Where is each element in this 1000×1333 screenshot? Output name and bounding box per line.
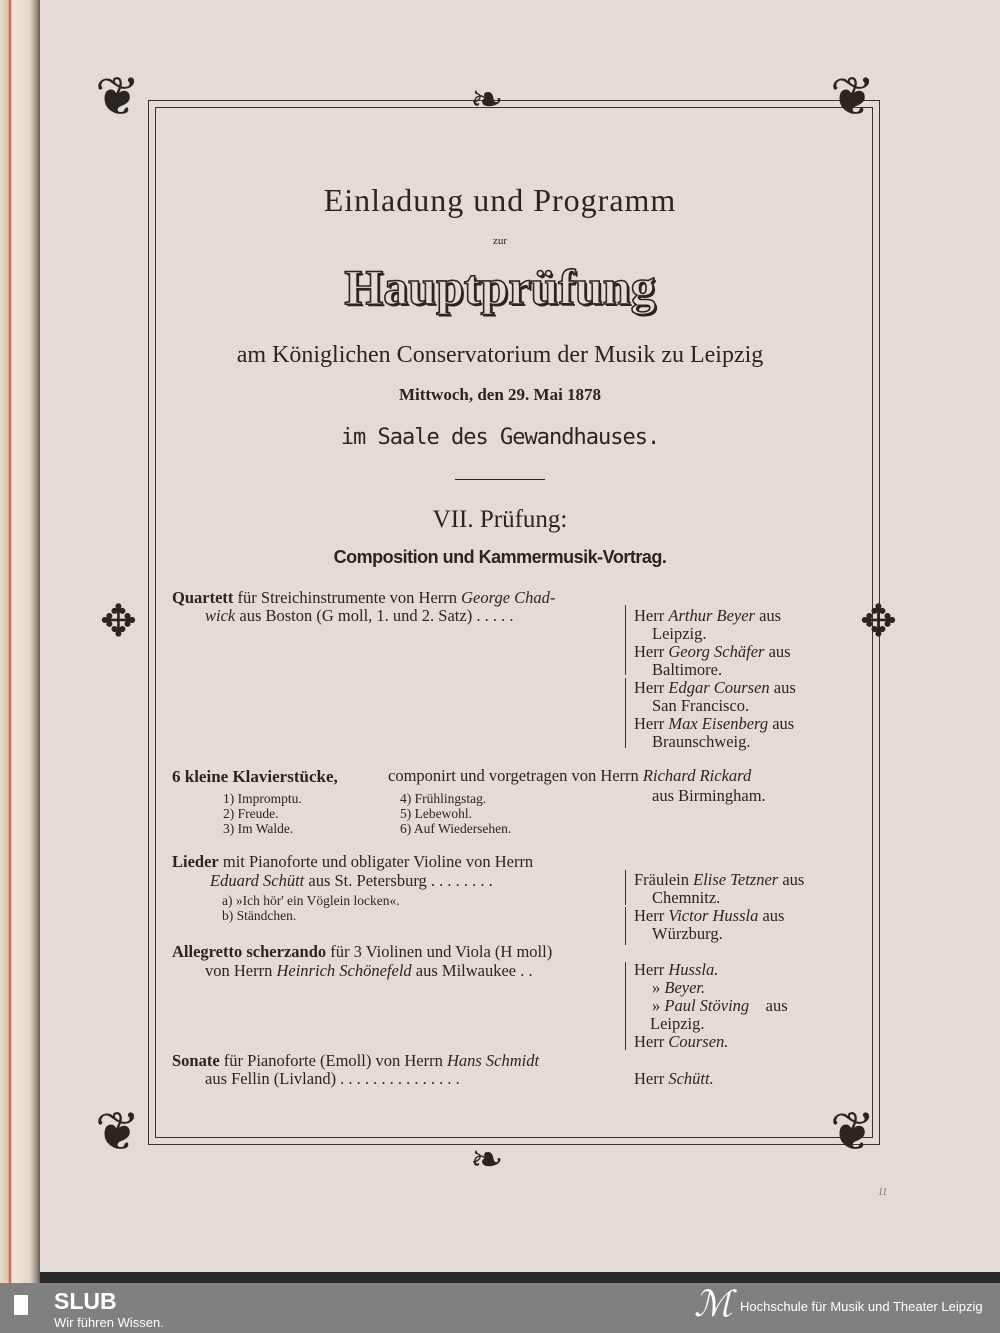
song: a) »Ich hör' ein Vöglein locken«.: [222, 893, 400, 908]
performer: Arthur Beyer: [668, 606, 755, 625]
text: aus: [772, 714, 795, 733]
song: b) Ständchen.: [222, 908, 297, 923]
entry-text: aus Birmingham.: [652, 786, 766, 805]
hmt-logo-icon: ℳ: [694, 1284, 733, 1325]
text: aus: [759, 606, 782, 625]
brace: [625, 678, 626, 748]
main-title: Hauptprüfung: [344, 259, 656, 315]
performer-city: Chemnitz.: [652, 888, 721, 907]
text-line: [172, 1053, 539, 1070]
subtitle: Composition und Kammermusik-Vortrag.: [333, 547, 667, 567]
text-line: [634, 908, 784, 925]
text: von Herrn: [205, 961, 273, 980]
text-line: [172, 590, 555, 607]
bottom-ornament-icon: ❧: [470, 1137, 504, 1182]
composer: Richard Rickard: [642, 766, 752, 785]
institution: am Königlichen Conservatorium der Musik zu Leipzig: [236, 342, 764, 368]
entry-text: componirt und vorgetragen von Herrn: [388, 766, 639, 785]
piece: 5) Lebewohl.: [400, 806, 472, 821]
title: Einladung und Programm: [323, 182, 677, 218]
text: aus: [762, 906, 785, 925]
slub-slogan: Wir führen Wissen.: [54, 1315, 164, 1330]
text-line: [210, 873, 493, 890]
text: Fräulein: [634, 870, 689, 889]
performer: Coursen.: [668, 1032, 729, 1051]
text-line: [634, 680, 796, 697]
brace: [625, 870, 626, 905]
footer-bar: [0, 1283, 1000, 1333]
text: Herr: [634, 606, 665, 625]
corner-ornament-icon: ❦: [95, 1102, 141, 1162]
text-line: [634, 872, 804, 889]
text: aus: [782, 870, 805, 889]
performer-city: Leipzig.: [652, 624, 707, 643]
entry-text: aus St. Petersburg . . . . . . . .: [308, 871, 493, 890]
text: »: [652, 978, 661, 997]
text-line: [634, 644, 791, 661]
text-line: [634, 962, 718, 979]
performer: Beyer.: [664, 978, 706, 997]
text-line: [172, 944, 552, 961]
composer: George Chad-: [461, 588, 556, 607]
performer-city: Leipzig.: [650, 1014, 705, 1033]
entry-text: aus Boston (G moll, 1. und 2. Satz) . . . . .: [239, 606, 514, 625]
text: Herr: [634, 906, 665, 925]
top-ornament-icon: ❧: [470, 77, 504, 122]
text: aus: [768, 642, 791, 661]
performer: Elise Tetzner: [693, 870, 779, 889]
text: aus: [765, 996, 788, 1015]
composer: Heinrich Schönefeld: [276, 961, 412, 980]
text: Herr: [634, 1032, 665, 1051]
piece: 4) Frühlingstag.: [400, 791, 487, 806]
performer: Victor Hussla: [668, 906, 759, 925]
text: Herr: [634, 714, 665, 733]
partner-name[interactable]: Hochschule für Musik und Theater Leipzig: [740, 1299, 983, 1314]
performer-city: San Francisco.: [652, 696, 750, 715]
entry-text: für Streichinstrumente von Herrn: [237, 588, 458, 607]
performer: Max Eisenberg: [668, 714, 769, 733]
text-line: [172, 854, 533, 871]
divider: [455, 479, 545, 480]
work-title: Sonate: [172, 1051, 220, 1070]
text-line: [652, 998, 788, 1015]
work-title: Lieder: [172, 852, 219, 871]
text: »: [652, 996, 661, 1015]
text-line: [205, 963, 533, 980]
brace: [625, 962, 626, 1050]
entry-text: für Pianoforte (Emoll) von Herrn: [223, 1051, 443, 1070]
piece: 2) Freude.: [223, 806, 279, 821]
entry-text: mit Pianoforte und obligater Violine von Herrn: [222, 852, 534, 871]
piece: 1) Impromptu.: [223, 791, 302, 806]
slub-logo[interactable]: SLUB: [54, 1288, 117, 1314]
date: Mittwoch, den 29. Mai 1878: [398, 385, 602, 404]
composer: wick: [205, 606, 236, 625]
text-line: [652, 980, 705, 997]
performer-city: Baltimore.: [652, 660, 723, 679]
side-ornament-icon: ✥: [100, 597, 137, 646]
performer: Georg Schäfer: [668, 642, 765, 661]
corner-ornament-icon: ❦: [830, 67, 876, 127]
venue: im Saale des Gewandhauses.: [340, 425, 660, 450]
text-line: [634, 608, 781, 625]
text: Herr: [634, 1069, 665, 1088]
performer: Paul Stöving: [664, 996, 750, 1015]
text-line: [172, 768, 338, 785]
text: aus: [773, 678, 796, 697]
brace: [625, 605, 626, 675]
brace: [625, 907, 626, 945]
composer: Hans Schmidt: [446, 1051, 540, 1070]
text: Herr: [634, 642, 665, 661]
book-icon: [14, 1295, 28, 1315]
text: Herr: [634, 960, 665, 979]
text-line: [205, 608, 513, 625]
work-title: 6 kleine Klavierstücke,: [172, 767, 338, 786]
work-title: Allegretto scherzando: [172, 942, 327, 961]
entry-text: aus Fellin (Livland) . . . . . . . . . . . . . . .: [205, 1069, 460, 1088]
exam-title: VII. Prüfung:: [432, 506, 568, 533]
text-line: [634, 1071, 714, 1088]
text: aus Milwaukee . .: [415, 961, 533, 980]
page-number: 11: [878, 1187, 888, 1198]
zur-text: zur: [492, 235, 508, 247]
text-line: [388, 768, 751, 785]
text-line: [634, 1034, 728, 1051]
entry-text: für 3 Violinen und Viola (H moll): [330, 942, 553, 961]
piece: 6) Auf Wiedersehen.: [400, 821, 512, 836]
performer-city: Braunschweig.: [652, 732, 751, 751]
text: Herr: [634, 678, 665, 697]
corner-ornament-icon: ❦: [95, 67, 141, 127]
corner-ornament-icon: ❦: [830, 1102, 876, 1162]
performer: Schütt.: [668, 1069, 714, 1088]
text-line: [634, 716, 794, 733]
work-title: Quartett: [172, 588, 234, 607]
side-ornament-icon: ✥: [860, 597, 897, 646]
performer: Hussla.: [668, 960, 719, 979]
composer: Eduard Schütt: [210, 871, 305, 890]
piece: 3) Im Walde.: [223, 821, 294, 836]
performer-city: Würzburg.: [652, 924, 723, 943]
performer: Edgar Coursen: [668, 678, 770, 697]
